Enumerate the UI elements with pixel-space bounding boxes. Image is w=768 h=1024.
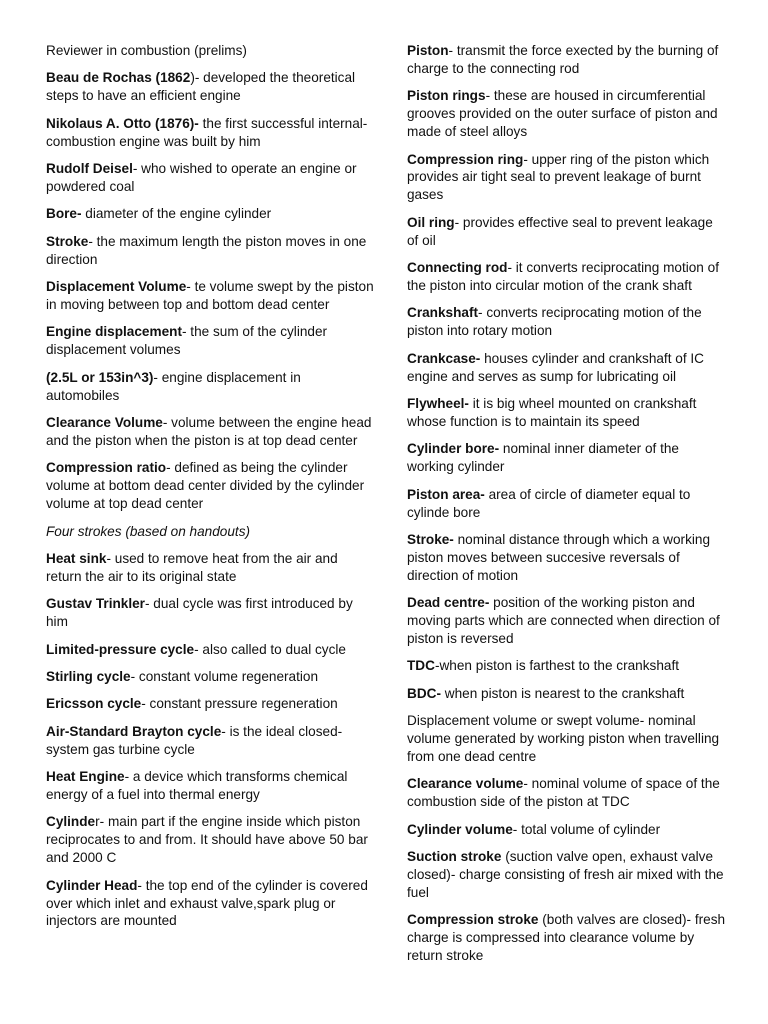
entry-definition: - upper ring of the piston which provides air tight seal to prevent leakage of burnt gases [407,151,710,203]
entry-term: Heat sink [46,550,107,566]
glossary-entry [407,440,727,476]
glossary-entry [407,821,727,839]
entry-term: BDC- [407,685,441,701]
glossary-entry [407,87,727,141]
entry-term: Heat Engine [46,769,125,785]
entry-definition: nominal distance through which a working piston moves between succesive reversals of direction of motion [407,531,711,583]
entry-term: Piston [407,43,449,58]
entry-definition: - these are housed in circumferential grooves provided on the outer surface of piston and made of steel alloys [407,88,718,140]
glossary-entry [407,685,727,703]
entry-term: Flywheel- [407,396,469,411]
glossary-entry [46,813,376,867]
entry-term: Engine displacement [46,324,182,340]
glossary-entry [46,278,376,314]
glossary-entry [46,160,376,196]
entry-term: Crankcase- [407,350,481,366]
glossary-entry [46,768,376,804]
glossary-entry [46,369,376,405]
entry-term: Cylinder volume [407,821,513,837]
entry-term: TDC [407,658,435,674]
glossary-entry [407,151,727,205]
glossary-entry [407,657,727,675]
glossary-entry [46,323,376,359]
glossary-entry [407,594,727,648]
entry-definition: - the maximum length the piston moves in one direction [46,233,367,267]
entry-definition: position of the working piston and moving parts which are connected when direction of piston is reversed [407,595,720,646]
entry-term: Stroke [46,233,89,249]
entry-term: Piston area- [407,486,485,502]
entry-definition: when piston is nearest to the crankshaft [440,685,685,701]
glossary-entry [46,115,376,151]
right-column [407,42,727,975]
entry-term: Dead centre- [407,595,490,611]
glossary-entry [407,214,727,250]
entry-term: Compression ratio [46,460,167,476]
entry-definition: - is the ideal closed-system gas turbine cycle [46,723,343,757]
entry-definition: - constant volume regeneration [130,668,319,684]
glossary-entry [46,595,376,631]
entry-term: Connecting rod [407,260,508,276]
entry-term: Cylinde [46,814,96,830]
entry-definition: (suction valve open, exhaust valve closed)- charge consisting of fresh air mixed with the fuel [407,849,724,900]
entry-definition: -when piston is farthest to the crankshaft [434,658,680,674]
entry-term: Piston rings [407,88,486,104]
entry-definition: - converts reciprocating motion of the piston into rotary motion [407,305,702,339]
entry-term: Limited-pressure cycle [46,641,195,657]
entry-definition: - transmit the force exected by the burning of charge to the connecting rod [407,43,719,76]
entry-definition: - a device which transforms chemical energy of a fuel into thermal energy [46,769,348,802]
entry-definition: - constant pressure regeneration [141,696,338,712]
entry-term: Compression ring [407,151,524,167]
entry-term: Gustav Trinkler [46,596,145,612]
entry-definition: - who wished to operate an engine or powdered coal [46,161,357,194]
entry-term: Suction stroke [407,849,502,865]
entry-term: Clearance volume [407,776,524,792]
entry-definition: )- developed the theoretical steps to have an efficient engine [46,70,356,104]
left-column [46,42,376,940]
glossary-entry [407,304,727,340]
entry-definition: - te volume swept by the piston in moving between top and bottom dead center [46,279,374,312]
entry-definition: - the top end of the cylinder is covered over which inlet and exhaust valve,spark plug or injectors are mounted [46,877,368,929]
glossary-entry [407,775,727,811]
entry-term: Compression stroke [407,912,539,928]
entry-term: Rudolf Deisel [46,161,133,177]
glossary-entry [407,350,727,386]
entry-term: Air-Standard Brayton cycle [46,723,222,739]
entry-definition: - defined as being the cylinder volume at bottom dead center divided by the cylinder volume at top dead center [46,460,365,512]
entry-term: Cylinder Head [46,877,138,893]
glossary-entry [46,668,376,686]
entry-definition: - used to remove heat from the air and return the air to its original state [46,550,338,584]
entry-term: Stirling cycle [46,668,131,684]
entry-term: Beau de Rochas (1862 [46,70,191,86]
glossary-entry [46,414,376,450]
glossary-entry [46,233,376,269]
entry-definition: Displacement volume or swept volume- nominal volume generated by working piston when travelling from one dead centre [407,713,720,764]
entry-definition: - dual cycle was first introduced by him [46,596,353,630]
entry-term: Crankshaft [407,305,479,321]
entry-definition: r- main part if the engine inside which piston reciprocates to and from. It should have above 50 bar and 2000 C [46,814,368,866]
entry-term: Stroke- [407,531,454,547]
entry-term: Bore- [46,206,82,222]
entry-term: Nikolaus A. Otto (1876)- [46,115,199,131]
entry-term: Oil ring [407,214,455,230]
glossary-entry [46,877,376,931]
glossary-entry [407,395,727,431]
entry-definition: - it converts reciprocating motion of the piston into circular motion of the crank shaft [407,260,719,293]
entry-term: Cylinder bore- [407,441,500,457]
glossary-entry [46,550,376,586]
glossary-entry [46,641,376,659]
entry-definition: nominal inner diameter of the working cylinder [407,441,679,475]
glossary-entry [46,459,376,513]
entry-definition: houses cylinder and crankshaft of IC engine and serves as sump for lubricating oil [407,350,704,384]
glossary-entry [46,205,376,223]
entry-definition: - volume between the engine head and the piston when the piston is at top dead center [46,415,372,448]
entry-definition: - also called to dual cycle [194,641,346,657]
entry-definition: Four strokes (based on handouts) [46,523,251,539]
glossary-entry [46,523,376,541]
glossary-entry [407,259,727,295]
entry-definition: diameter of the engine cylinder [81,206,272,222]
entry-definition: Reviewer in combustion (prelims) [46,43,247,58]
entry-definition: it is big wheel mounted on crankshaft whose function is to maintain its speed [407,396,697,429]
entry-term: Clearance Volume [46,415,163,430]
glossary-entry [46,42,376,60]
entry-definition: the first successful internal-combustion engine was built by him [46,115,368,149]
entry-definition: area of circle of diameter equal to cylinde bore [407,486,691,520]
entry-term: (2.5L or 153in^3) [46,369,154,385]
entry-definition: - engine displacement in automobiles [46,369,301,403]
glossary-entry [46,69,376,105]
entry-term: Displacement Volume [46,279,187,295]
glossary-entry [407,531,727,585]
entry-definition: - nominal volume of space of the combustion side of the piston at TDC [407,776,720,810]
glossary-entry [407,712,727,766]
glossary-entry [407,911,727,965]
glossary-entry [46,723,376,759]
entry-definition: - the sum of the cylinder displacement volumes [46,324,328,358]
entry-definition: - total volume of cylinder [512,821,661,837]
glossary-entry [407,486,727,522]
entry-term: Ericsson cycle [46,696,142,712]
glossary-entry [407,848,727,902]
entry-definition: - provides effective seal to prevent leakage of oil [407,214,713,248]
entry-definition: (both valves are closed)- fresh charge is compressed into clearance volume by return stroke [407,912,726,964]
glossary-entry [46,695,376,713]
glossary-entry [407,42,727,78]
